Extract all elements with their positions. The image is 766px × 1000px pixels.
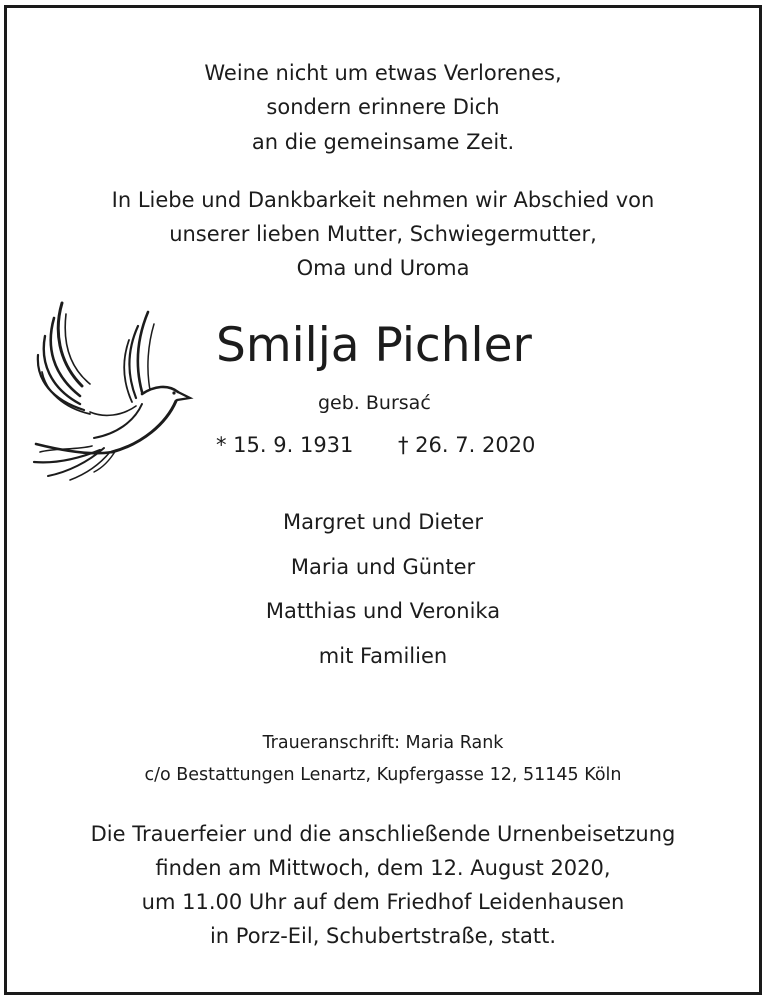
deceased-name-text: Smilja Pichler	[216, 318, 532, 373]
intro-line-3: Oma und Uroma	[296, 256, 470, 280]
quote-line-3: an die gemeinsame Zeit.	[251, 130, 515, 154]
service-line-1: Die Trauerfeier und die anschließende Urnenbeisetzung	[90, 822, 676, 846]
service-line-4: in Porz-Eil, Schubertstraße, statt.	[209, 924, 557, 948]
mourner-3: Matthias und Veronika	[265, 599, 501, 623]
mourner-4: mit Familien	[318, 644, 448, 668]
quote-line-1: Weine nicht um etwas Verlorenes,	[204, 61, 562, 85]
quote-line-2: sondern erinnere Dich	[266, 95, 500, 119]
service-line-2: finden am Mittwoch, dem 12. August 2020,	[155, 856, 611, 880]
address-line-1: Traueranschrift: Maria Rank	[262, 733, 504, 753]
intro-line-2: unserer lieben Mutter, Schwiegermutter,	[169, 222, 597, 246]
maiden-name: geb. Bursać	[318, 392, 431, 414]
dove-icon	[30, 300, 195, 485]
mourner-1: Margret und Dieter	[283, 510, 483, 534]
mourner-2: Maria und Günter	[290, 555, 476, 579]
address-line-2: c/o Bestattungen Lenartz, Kupfergasse 12, 51145 Köln	[144, 765, 622, 785]
birth-date: * 15. 9. 1931	[216, 433, 354, 457]
death-date: † 26. 7. 2020	[398, 433, 536, 457]
service-line-3: um 11.00 Uhr auf dem Friedhof Leidenhausen	[141, 890, 625, 914]
intro-line-1: In Liebe und Dankbarkeit nehmen wir Abschied von	[111, 188, 655, 212]
